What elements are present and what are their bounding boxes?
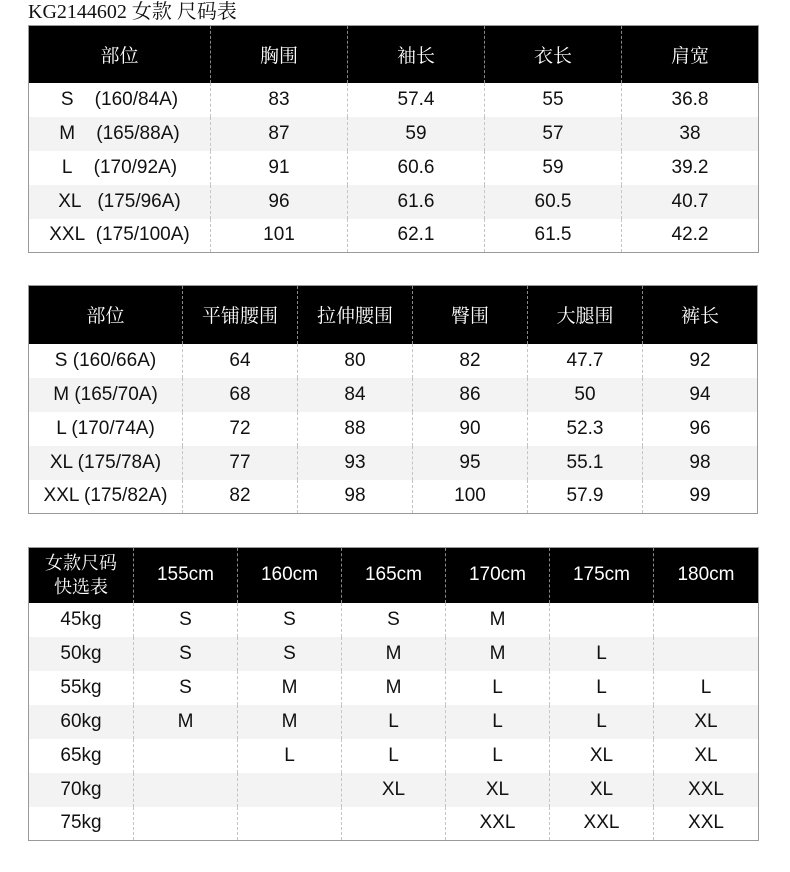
size-spec: (170/92A) (93, 156, 178, 178)
size-label: L (170/74A) (29, 412, 183, 446)
quick-select-table (28, 547, 759, 841)
weight-label: 50kg (29, 637, 134, 671)
cell: 61.6 (348, 185, 485, 219)
table-row (29, 151, 759, 185)
header-height: 165cm (342, 548, 446, 603)
cell: 59 (348, 117, 485, 151)
cell: L (654, 671, 759, 705)
header-height: 170cm (446, 548, 550, 603)
table-row (29, 446, 758, 480)
table-row (29, 637, 759, 671)
table-row (29, 219, 759, 253)
header-height: 175cm (550, 548, 654, 603)
header-length: 衣长 (485, 26, 622, 83)
weight-label: 75kg (29, 807, 134, 841)
cell: 59 (485, 151, 622, 185)
cell (654, 603, 759, 637)
cell: 88 (298, 412, 413, 446)
cell: 83 (211, 83, 348, 117)
size-label (29, 219, 211, 253)
cell: S (238, 637, 342, 671)
cell: 101 (211, 219, 348, 253)
bottom-size-table (28, 285, 758, 514)
cell: 47.7 (528, 344, 643, 378)
cell: 91 (211, 151, 348, 185)
size-spec: (175/100A) (95, 224, 190, 246)
weight-label: 65kg (29, 739, 134, 773)
cell: 39.2 (622, 151, 759, 185)
size-label: XL (175/78A) (29, 446, 183, 480)
cell: XL (654, 705, 759, 739)
cell: 55.1 (528, 446, 643, 480)
cell: 77 (183, 446, 298, 480)
header-sleeve: 袖长 (348, 26, 485, 83)
cell: 57.4 (348, 83, 485, 117)
cell: S (342, 603, 446, 637)
cell: 60.5 (485, 185, 622, 219)
cell: 82 (413, 344, 528, 378)
header-part: 部位 (29, 26, 211, 83)
table-row (29, 671, 759, 705)
header-shoulder: 肩宽 (622, 26, 759, 83)
cell: M (238, 671, 342, 705)
cell: 42.2 (622, 219, 759, 253)
cell: 90 (413, 412, 528, 446)
cell: 98 (298, 480, 413, 514)
cell: XL (550, 773, 654, 807)
cell: 36.8 (622, 83, 759, 117)
cell: XL (654, 739, 759, 773)
cell: 57 (485, 117, 622, 151)
size-label (29, 117, 211, 151)
table-header-row (29, 26, 759, 83)
cell: 99 (643, 480, 758, 514)
cell: L (238, 739, 342, 773)
cell: 84 (298, 378, 413, 412)
cell: 98 (643, 446, 758, 480)
table-row (29, 739, 759, 773)
table-row (29, 705, 759, 739)
cell: 38 (622, 117, 759, 151)
cell (238, 773, 342, 807)
cell (134, 739, 238, 773)
header-quick-select (29, 548, 134, 603)
cell: M (446, 603, 550, 637)
weight-label: 55kg (29, 671, 134, 705)
size-code: XXL (49, 224, 86, 246)
table-header-row (29, 286, 758, 344)
table-row (29, 378, 758, 412)
size-code: S (60, 88, 74, 110)
weight-label: 70kg (29, 773, 134, 807)
weight-label: 45kg (29, 603, 134, 637)
cell: 64 (183, 344, 298, 378)
header-part: 部位 (29, 286, 183, 344)
cell: 40.7 (622, 185, 759, 219)
cell: L (550, 671, 654, 705)
cell: S (134, 603, 238, 637)
cell: 95 (413, 446, 528, 480)
cell: S (134, 637, 238, 671)
table-header-row (29, 548, 759, 603)
table-row (29, 344, 758, 378)
cell: M (342, 637, 446, 671)
table-row (29, 117, 759, 151)
cell (134, 807, 238, 841)
table-row (29, 185, 759, 219)
cell: S (238, 603, 342, 637)
header-pant-length: 裤长 (643, 286, 758, 344)
cell: 100 (413, 480, 528, 514)
cell (550, 603, 654, 637)
cell: L (446, 705, 550, 739)
top-size-table (28, 25, 759, 253)
quick-select-title-line1: 女款尺码 (45, 553, 117, 574)
size-code: M (59, 122, 76, 144)
cell: L (550, 637, 654, 671)
cell: 80 (298, 344, 413, 378)
size-label: XXL (175/82A) (29, 480, 183, 514)
cell: 96 (643, 412, 758, 446)
cell: 94 (643, 378, 758, 412)
cell: 86 (413, 378, 528, 412)
cell: XL (550, 739, 654, 773)
cell: M (238, 705, 342, 739)
cell: 50 (528, 378, 643, 412)
cell: 57.9 (528, 480, 643, 514)
weight-label: 60kg (29, 705, 134, 739)
cell: 93 (298, 446, 413, 480)
cell: 60.6 (348, 151, 485, 185)
table-row (29, 807, 759, 841)
header-flat-waist: 平铺腰围 (183, 286, 298, 344)
table-row (29, 412, 758, 446)
cell: L (446, 671, 550, 705)
header-stretch-waist: 拉伸腰围 (298, 286, 413, 344)
cell: XXL (550, 807, 654, 841)
cell: 52.3 (528, 412, 643, 446)
size-label (29, 151, 211, 185)
size-spec: (175/96A) (97, 190, 181, 212)
cell: L (446, 739, 550, 773)
cell: 68 (183, 378, 298, 412)
cell (654, 637, 759, 671)
cell: L (342, 739, 446, 773)
cell: XXL (654, 773, 759, 807)
table-row (29, 480, 758, 514)
size-label (29, 83, 211, 117)
cell: XXL (446, 807, 550, 841)
size-code: XL (58, 190, 82, 212)
cell: 55 (485, 83, 622, 117)
header-height: 180cm (654, 548, 759, 603)
cell: 96 (211, 185, 348, 219)
table-row (29, 83, 759, 117)
cell: M (134, 705, 238, 739)
table-row (29, 773, 759, 807)
header-hip: 臀围 (413, 286, 528, 344)
cell: 61.5 (485, 219, 622, 253)
cell: 92 (643, 344, 758, 378)
table-row (29, 603, 759, 637)
cell: XL (342, 773, 446, 807)
cell: M (342, 671, 446, 705)
size-label (29, 185, 211, 219)
cell: L (550, 705, 654, 739)
cell: 82 (183, 480, 298, 514)
cell (134, 773, 238, 807)
header-chest: 胸围 (211, 26, 348, 83)
cell: L (342, 705, 446, 739)
cell: M (446, 637, 550, 671)
quick-select-title-line2: 快选表 (54, 577, 108, 598)
cell: S (134, 671, 238, 705)
size-label: M (165/70A) (29, 378, 183, 412)
cell: XXL (654, 807, 759, 841)
cell: XL (446, 773, 550, 807)
size-spec: (160/84A) (94, 88, 179, 110)
cell (238, 807, 342, 841)
cell: 62.1 (348, 219, 485, 253)
header-height: 160cm (238, 548, 342, 603)
cell: 72 (183, 412, 298, 446)
page-title: KG2144602 女款 尺码表 (28, 1, 237, 23)
size-label: S (160/66A) (29, 344, 183, 378)
cell: 87 (211, 117, 348, 151)
size-spec: (165/88A) (96, 122, 180, 144)
cell (342, 807, 446, 841)
header-height: 155cm (134, 548, 238, 603)
header-thigh: 大腿围 (528, 286, 643, 344)
size-code: L (61, 156, 73, 178)
